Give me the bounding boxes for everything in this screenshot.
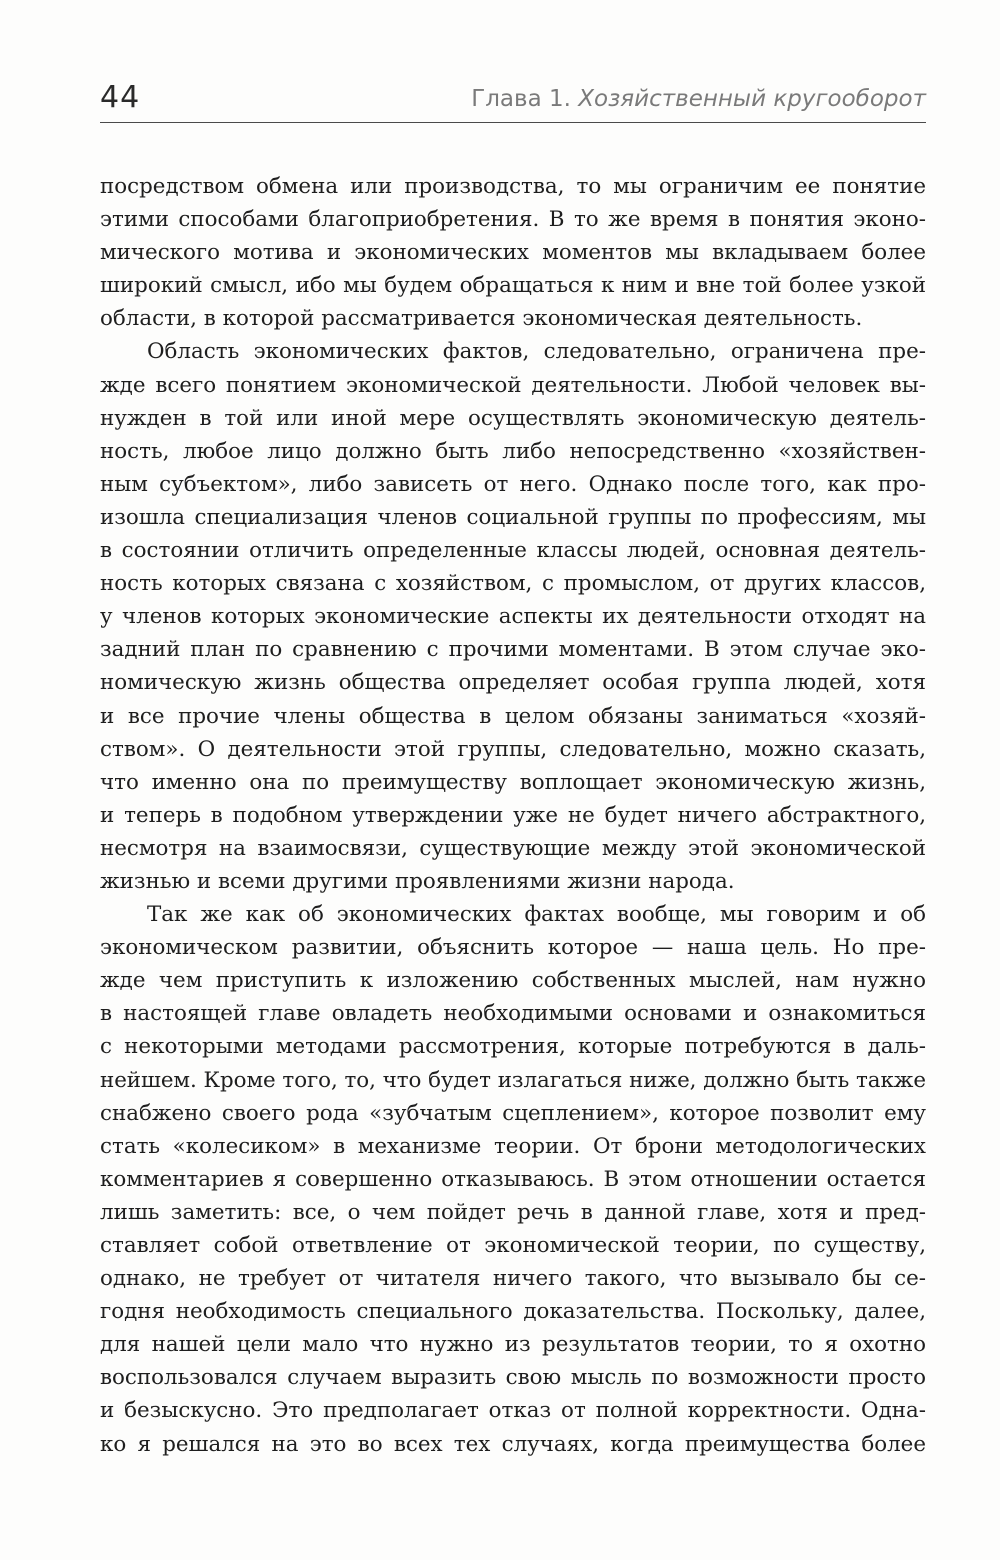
text-line: годня необходимость специального доказательства. Поскольку, далее,	[100, 1299, 926, 1325]
text-line: комментариев я совершенно отказываюсь. В этом отношении остается	[100, 1166, 926, 1192]
text-line: мического мотива и экономических моментов мы вкладываем более	[100, 240, 926, 266]
text-line: в настоящей главе овладеть необходимыми основами и ознакомиться	[100, 1001, 926, 1027]
text-line: у членов которых экономические аспекты их деятельности отходят на	[100, 604, 926, 630]
text-line: этими способами благоприобретения. В то же время в понятия эконо-	[100, 207, 926, 233]
text-line: жде чем приступить к изложению собственных мыслей, нам нужно	[100, 968, 926, 994]
text-line: жде всего понятием экономической деятельности. Любой человек вы-	[100, 372, 926, 398]
text-line: нужден в той или иной мере осуществлять экономическую деятель-	[100, 405, 926, 431]
chapter-heading	[471, 86, 926, 112]
text-line: лишь заметить: все, о чем пойдет речь в данной главе, хотя и пред-	[100, 1199, 926, 1225]
text-line: широкий смысл, ибо мы будем обращаться к ним и вне той более узкой	[100, 273, 926, 299]
paragraph-2	[100, 335, 926, 898]
text-line: и все прочие члены общества в целом обязаны заниматься «хозяй-	[100, 703, 926, 729]
text-line: с некоторыми методами рассмотрения, которые потребуются в даль-	[100, 1034, 926, 1060]
chapter-label: Глава 1.	[471, 86, 571, 112]
text-line: несмотря на взаимосвязи, существующие между этой экономической	[100, 835, 926, 861]
text-line: воспользовался случаем выразить свою мысль по возможности просто	[100, 1365, 926, 1391]
text-line: изошла специализация членов социальной группы по профессиям, мы	[100, 504, 926, 530]
paragraph-3	[100, 898, 926, 1461]
text-line: Так же как об экономических фактах вообще, мы говорим и об	[147, 902, 926, 928]
text-line: однако, не требует от читателя ничего такого, что вызывало бы се-	[100, 1266, 926, 1292]
text-line: области, в которой рассматривается экономическая деятельность.	[100, 306, 863, 332]
text-line: номическую жизнь общества определяет особая группа людей, хотя	[100, 670, 926, 696]
text-line: ставляет собой ответвление от экономической теории, по существу,	[100, 1233, 926, 1258]
text-line: для нашей цели мало что нужно из результатов теории, то я охотно	[100, 1332, 926, 1358]
page-number: 44	[100, 80, 141, 115]
running-header	[100, 78, 926, 123]
text-line: ко я решался на это во всех тех случаях, когда преимущества более	[100, 1431, 926, 1457]
text-line: Область экономических фактов, следовательно, ограничена пре-	[147, 339, 926, 365]
paragraph-1	[100, 170, 926, 335]
text-line: жизнью и всеми другими проявлениями жизни народа.	[100, 868, 735, 894]
body-text	[100, 170, 926, 1461]
text-line: в состоянии отличить определенные классы людей, основная деятель-	[100, 538, 926, 564]
text-line: нейшем. Кроме того, то, что будет излагаться ниже, должно быть также	[100, 1067, 926, 1093]
text-line: посредством обмена или производства, то мы ограничим ее понятие	[100, 174, 926, 199]
text-line: задний план по сравнению с прочими моментами. В этом случае эко-	[100, 637, 926, 663]
text-line: и безыскусно. Это предполагает отказ от полной корректности. Одна-	[100, 1398, 926, 1424]
text-line: ность, любое лицо должно быть либо непосредственно «хозяйствен-	[100, 438, 926, 464]
text-line: стать «колесиком» в механизме теории. От брони методологических	[100, 1133, 926, 1159]
text-line: экономическом развитии, объяснить которое — наша цель. Но пре-	[100, 935, 926, 961]
chapter-title: Хозяйственный кругооборот	[578, 86, 926, 112]
text-line: ством». О деятельности этой группы, следовательно, можно сказать,	[100, 736, 926, 762]
text-line: ным субъектом», либо зависеть от него. Однако после того, как про-	[100, 471, 926, 497]
text-line: ность которых связана с хозяйством, с промыслом, от других классов,	[100, 571, 926, 597]
text-line: и теперь в подобном утверждении уже не будет ничего абстрактного,	[100, 802, 926, 828]
text-line: снабжено своего рода «зубчатым сцеплением», которое позволит ему	[100, 1100, 926, 1126]
text-line: что именно она по преимуществу воплощает экономическую жизнь,	[100, 769, 926, 795]
